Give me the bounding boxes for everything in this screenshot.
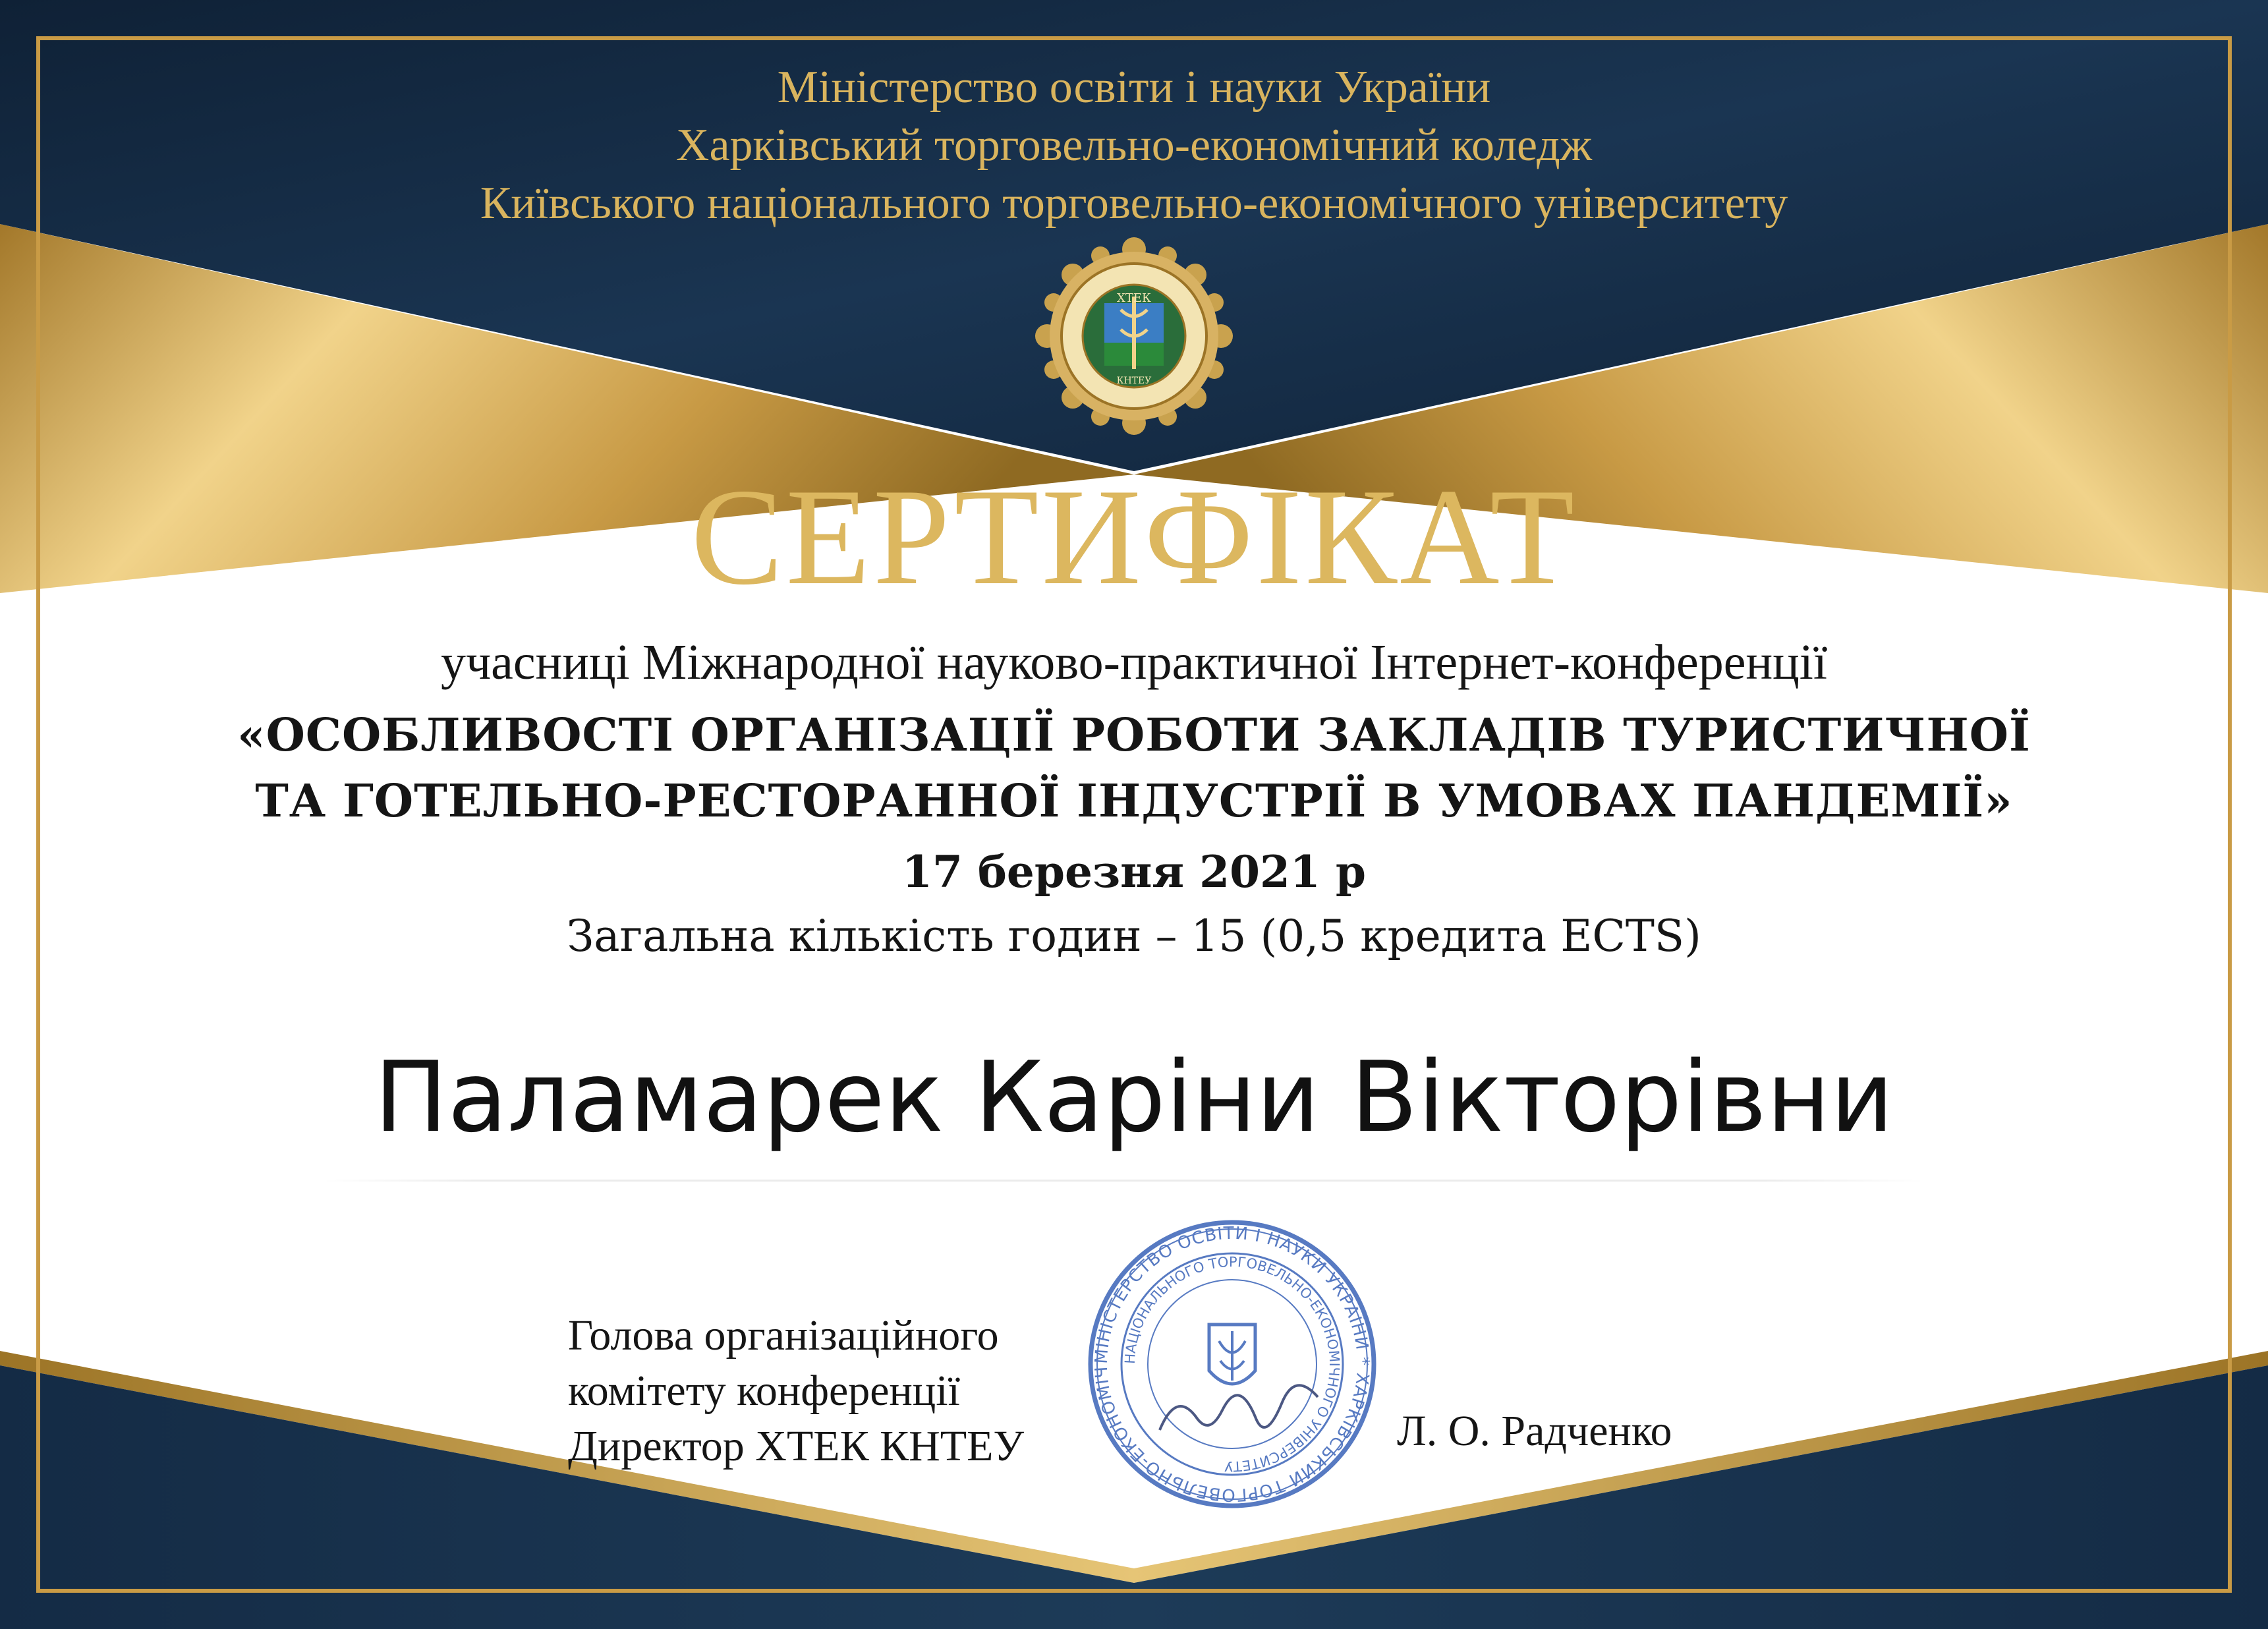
name-underline [323,1180,1924,1182]
conference-title-line-2: ТА ГОТЕЛЬНО-РЕСТОРАННОЇ ІНДУСТРІЇ В УМОВАХ ПАНДЕМІЇ» [255,775,2013,828]
conference-title-line-1: «ОСОБЛИВОСТІ ОРГАНІЗАЦІЇ РОБОТИ ЗАКЛАДІВ ТУРИСТИЧНОЇ [237,709,2031,762]
total-hours: Загальна кількість годин – 15 (0,5 кредита ECTS) [567,911,1701,961]
signature-line-3: Директор ХТЕК КНТЕУ [568,1422,1025,1470]
svg-text:ХТЕК: ХТЕК [1117,291,1151,305]
ministry-line: Міністерство освіти і науки України [777,62,1491,113]
recipient-name: Паламарек Каріни Вікторівни [374,1041,1894,1154]
svg-text:КНТЕУ: КНТЕУ [1116,376,1152,386]
conference-date: 17 березня 2021 р [902,846,1366,898]
college-line: Харківський торговельно-економічний коледж [675,120,1593,171]
college-emblem-icon [1035,237,1233,435]
signature-line-1: Голова організаційного [568,1311,999,1359]
participant-line: учасниці Міжнародної науково-практичної Інтернет-конференції [440,635,1828,690]
signature-block [568,1308,1024,1474]
certificate-title: СЕРТИФІКАТ [691,461,1577,614]
signature-line-2: комітету конференції [568,1367,960,1415]
university-line: Київського національного торговельно-економічного університету [480,178,1788,229]
signer-name: Л. О. Радченко [1397,1407,1672,1455]
svg-text:НАЦІОНАЛЬНОГО ТОРГОВЕЛЬНО-ЕКОН: НАЦІОНАЛЬНОГО ТОРГОВЕЛЬНО-ЕКОНОМІЧНОГО УНІВЕРСИТЕТУ [1121,1253,1343,1475]
svg-text:МІНІСТЕРСТВО ОСВІТИ І НАУКИ УК: МІНІСТЕРСТВО ОСВІТИ І НАУКИ УКРАЇНИ * ХАРКІВСЬКИЙ ТОРГОВЕЛЬНО-ЕКОНОМІЧ [1091,1223,1373,1505]
official-seal-icon [1081,1213,1384,1516]
